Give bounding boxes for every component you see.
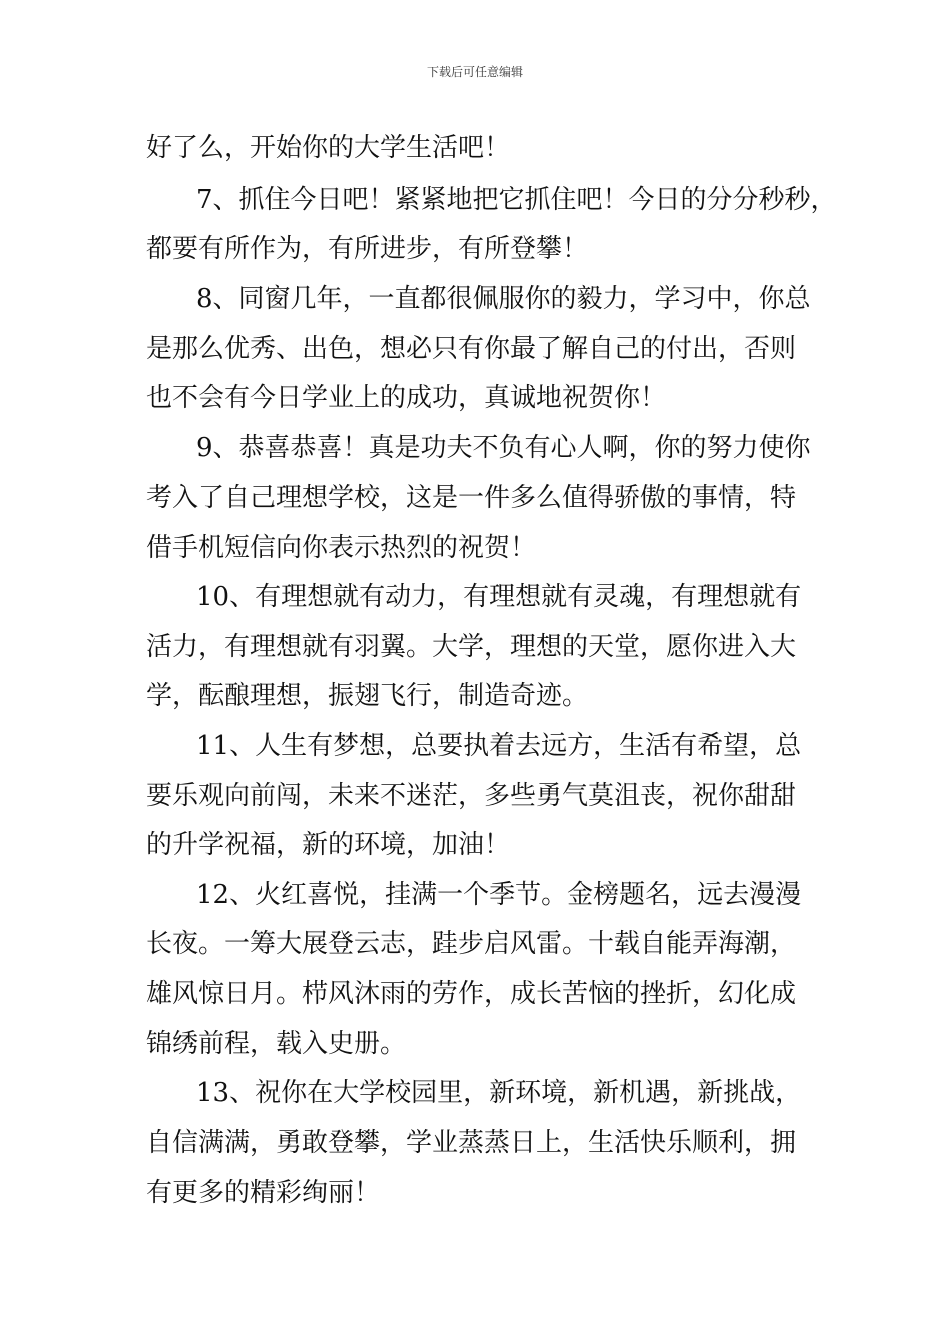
paragraph-7-line: 都要有所作为，有所进步，有所登攀！ <box>146 234 589 264</box>
paragraph-12-line: 长夜。一筹大展登云志，跬步启风雷。十载自能弄海潮， <box>146 929 797 959</box>
page-header: 下载后可任意编辑 <box>426 65 523 79</box>
paragraph-9-line: 9、恭喜恭喜！真是功夫不负有心人啊，你的努力使你 <box>196 433 811 463</box>
paragraph-8-line: 8、同窗几年，一直都很佩服你的毅力，学习中，你总 <box>196 284 811 314</box>
paragraph-10-line: 10、有理想就有动力，有理想就有灵魂，有理想就有 <box>196 582 802 612</box>
paragraph-11-line: 的升学祝福，新的环境，加油！ <box>146 830 511 860</box>
paragraph-9-line: 借手机短信向你表示热烈的祝贺！ <box>146 533 537 563</box>
text-line: 好了么，开始你的大学生活吧！ <box>146 133 511 163</box>
paragraph-7-line: 7、抓住今日吧！紧紧地把它抓住吧！今日的分分秒秒， <box>196 185 837 215</box>
paragraph-8-line: 是那么优秀、出色，想必只有你最了解自己的付出，否则 <box>146 334 797 364</box>
paragraph-13-line: 自信满满，勇敢登攀，学业蒸蒸日上，生活快乐顺利，拥 <box>146 1128 797 1158</box>
paragraph-8-line: 也不会有今日学业上的成功，真诚地祝贺你！ <box>146 383 667 413</box>
paragraph-9-line: 考入了自己理想学校，这是一件多么值得骄傲的事情，特 <box>146 483 797 513</box>
paragraph-10-line: 活力，有理想就有羽翼。大学，理想的天堂，愿你进入大 <box>146 632 797 662</box>
paragraph-13-line: 13、祝你在大学校园里，新环境，新机遇，新挑战， <box>196 1078 802 1108</box>
paragraph-12-line: 雄风惊日月。栉风沐雨的劳作，成长苦恼的挫折，幻化成 <box>146 979 797 1009</box>
paragraph-11-line: 11、人生有梦想，总要执着去远方，生活有希望，总 <box>196 731 802 761</box>
paragraph-12-line: 12、火红喜悦，挂满一个季节。金榜题名，远去漫漫 <box>196 880 802 910</box>
paragraph-11-line: 要乐观向前闯，未来不迷茫，多些勇气莫沮丧，祝你甜甜 <box>146 781 797 811</box>
paragraph-12-line: 锦绣前程，载入史册。 <box>146 1029 407 1059</box>
paragraph-10-line: 学，酝酿理想，振翅飞行，制造奇迹。 <box>146 681 589 711</box>
paragraph-13-line: 有更多的精彩绚丽！ <box>146 1178 381 1208</box>
